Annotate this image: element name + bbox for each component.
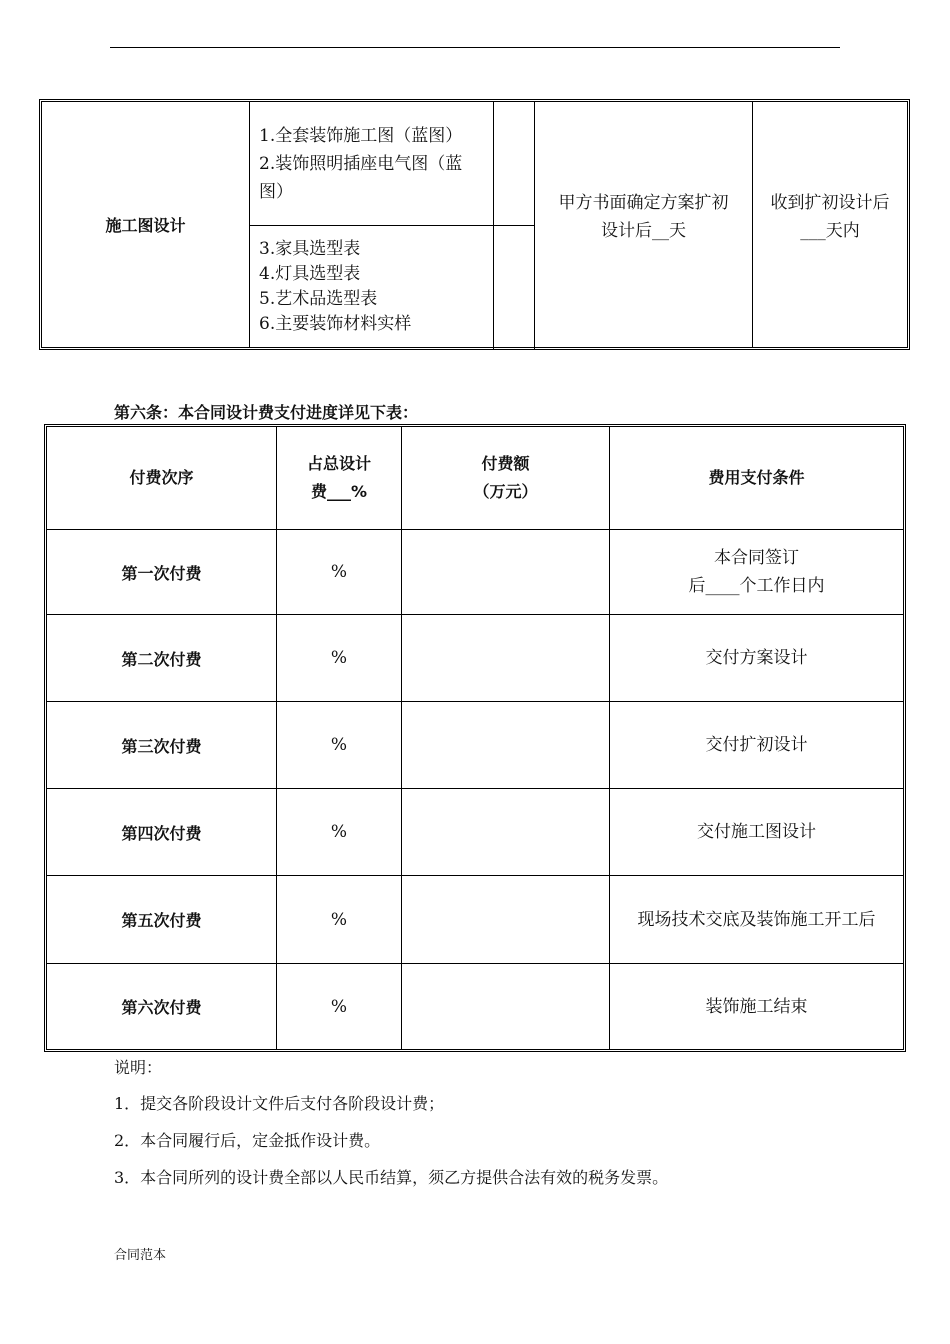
deliverables-drawings xyxy=(250,102,494,226)
payment-amount xyxy=(402,615,610,701)
condition-line: 甲方书面确定方案扩初 xyxy=(558,192,729,213)
payment-order: 第五次付费 xyxy=(47,876,277,963)
table-row xyxy=(47,789,903,876)
timeframe xyxy=(753,102,907,347)
table-header-row xyxy=(47,427,903,530)
header-line: 付费额 xyxy=(481,454,530,473)
footer-label: 合同范本 xyxy=(114,1248,167,1263)
payment-condition: 交付施工图设计 xyxy=(697,822,816,842)
condition-line: 后____个工作日内 xyxy=(688,576,825,596)
table-row xyxy=(47,702,903,789)
condition-line: 设计后__天 xyxy=(601,220,686,241)
start-condition xyxy=(535,102,753,347)
timeframe-line: ___天内 xyxy=(800,220,860,241)
payment-amount xyxy=(402,530,610,614)
empty-cell xyxy=(494,226,535,350)
header-rule xyxy=(110,47,840,48)
payment-schedule-table xyxy=(44,424,906,1052)
payment-condition: 交付扩初设计 xyxy=(705,735,808,755)
header-condition: 费用支付条件 xyxy=(708,468,805,487)
deliverable-line: 3.家具选型表 xyxy=(259,239,361,259)
row-label: 施工图设计 xyxy=(42,102,250,347)
deliverable-line: 1.全套装饰施工图（蓝图） xyxy=(259,126,463,146)
payment-percent: % xyxy=(277,876,402,963)
payment-condition: 交付方案设计 xyxy=(705,648,808,668)
payment-percent: % xyxy=(277,702,402,788)
payment-percent: % xyxy=(277,615,402,701)
deliverable-line: 图） xyxy=(259,182,293,202)
payment-condition xyxy=(610,530,903,614)
deliverable-line: 4.灯具选型表 xyxy=(259,264,361,284)
design-schedule-table xyxy=(39,99,910,350)
clause-heading: 第六条：本合同设计费支付进度详见下表： xyxy=(114,403,419,422)
payment-amount xyxy=(402,876,610,963)
notes-title: 说明： xyxy=(114,1058,163,1077)
deliverable-line: 5.艺术品选型表 xyxy=(259,289,378,309)
header-line: 占总设计 xyxy=(306,454,371,473)
header-order: 付费次序 xyxy=(47,427,277,529)
table-row xyxy=(47,530,903,615)
payment-order: 第二次付费 xyxy=(47,615,277,701)
note-item: 1．提交各阶段设计文件后支付各阶段设计费； xyxy=(114,1094,445,1113)
deliverable-line: 6.主要装饰材料实样 xyxy=(259,314,412,334)
payment-percent: % xyxy=(277,964,402,1049)
note-item: 3．本合同所列的设计费全部以人民币结算，须乙方提供合法有效的税务发票。 xyxy=(114,1168,669,1187)
header-line: （万元） xyxy=(473,482,538,501)
condition-line: 本合同签订 xyxy=(714,548,799,568)
payment-percent: % xyxy=(277,789,402,875)
table-row xyxy=(47,964,903,1049)
payment-order: 第一次付费 xyxy=(47,530,277,614)
payment-order: 第三次付费 xyxy=(47,702,277,788)
header-percent xyxy=(277,427,402,529)
header-line: 费___% xyxy=(310,482,368,501)
payment-order: 第六次付费 xyxy=(47,964,277,1049)
payment-order: 第四次付费 xyxy=(47,789,277,875)
notes-section xyxy=(114,1056,668,1203)
timeframe-line: 收到扩初设计后 xyxy=(770,192,890,213)
table-row xyxy=(47,876,903,964)
deliverables-selections xyxy=(250,226,494,350)
payment-condition: 现场技术交底及装饰施工开工后 xyxy=(637,909,876,930)
header-amount xyxy=(402,427,610,529)
deliverable-line: 2.装饰照明插座电气图（蓝 xyxy=(259,154,463,174)
empty-cell xyxy=(494,102,535,226)
payment-condition: 装饰施工结束 xyxy=(705,996,808,1017)
payment-amount xyxy=(402,789,610,875)
note-item: 2．本合同履行后，定金抵作设计费。 xyxy=(114,1131,381,1150)
table-row xyxy=(47,615,903,702)
payment-percent: % xyxy=(277,530,402,614)
payment-amount xyxy=(402,964,610,1049)
payment-amount xyxy=(402,702,610,788)
